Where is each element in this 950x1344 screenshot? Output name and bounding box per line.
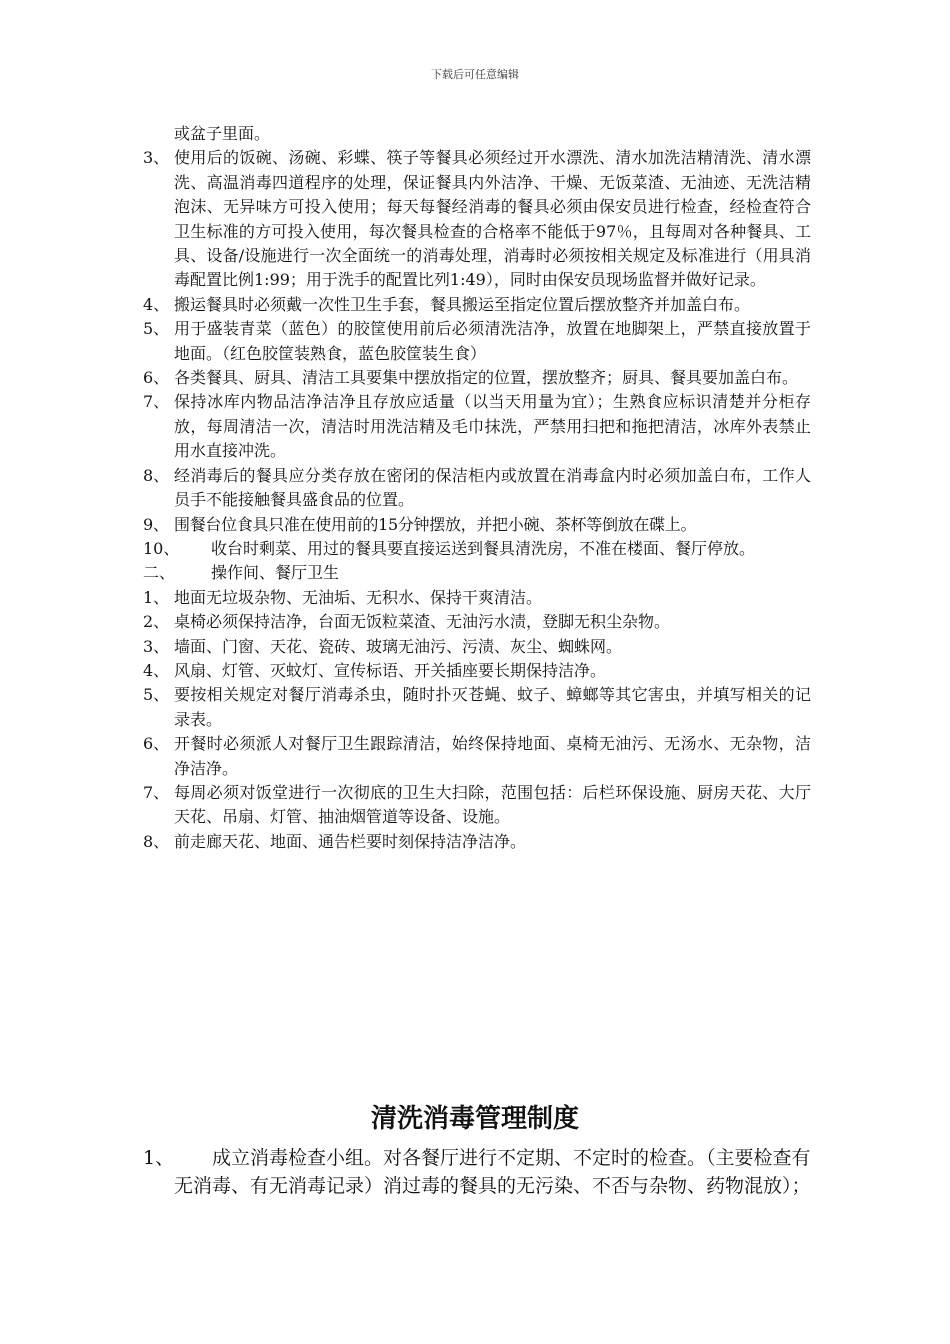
list-number: 1、: [143, 587, 170, 607]
continuation-text: 或盆子里面。: [174, 124, 271, 143]
list-number: 3、: [143, 148, 170, 168]
list-text: 前走廊天花、地面、通告栏要时刻保持洁净洁净。: [174, 831, 527, 851]
list-number: 8、: [143, 465, 170, 485]
list-number: 9、: [143, 514, 169, 534]
list-item: [143, 732, 811, 781]
list-text: 要按相关规定对餐厅消毒杀虫，随时扑灭苍蝇、蚊子、蟑螂等其它害虫，并填写相关的记录表。: [174, 685, 811, 729]
list-text: 使用后的饭碗、汤碗、彩蝶、筷子等餐具必须经过开水漂洗、清水加洗洁精清洗、清水漂洗、高温消毒四道程序的处理，保证餐具内外洁净、干燥、无饭菜渣、无油迹、无洗洁精泡沫、无异味方可投入使用；每天每餐经消毒的餐具必须由保安员进行检查，经检查符合卫生标准的方可投入使用，每次餐具检查的合格率不能低于97％，且每周对各种餐具、工具、设备/设施进行一次全面统一的消毒处理，消毒时必须按相关规定及标准进行（用具消毒配置比例1:99；用于洗手的配置比列1:49），同时由保安员现场监督并做好记录。: [174, 148, 811, 290]
section-heading: [143, 561, 811, 585]
list-hygiene-kitchen: [143, 586, 811, 854]
list-number: 7、: [143, 392, 170, 412]
list-item: [143, 537, 811, 561]
list-item: [143, 610, 811, 634]
list-number: 7、: [143, 782, 170, 802]
list-number: 2、: [143, 612, 170, 632]
list-number: 3、: [143, 636, 170, 656]
list-number: 6、: [143, 368, 170, 388]
list-item: [143, 390, 811, 463]
list-text: 墙面、门窗、天花、瓷砖、玻璃无油污、污渍、灰尘、蜘蛛网。: [174, 636, 623, 656]
list-text: 成立消毒检查小组。对各餐厅进行不定期、不定时的检查。（主要检查有无消毒、有无消毒记录）消过毒的餐具的无污染、不否与杂物、药物混放）；: [174, 1147, 811, 1197]
list-number: 10、: [143, 538, 180, 558]
list-item: [143, 830, 811, 854]
list-item: [143, 146, 811, 292]
list-text: 搬运餐具时必须戴一次性卫生手套，餐具搬运至指定位置后摆放整齐并加盖白布。: [174, 294, 751, 314]
list-item: [143, 366, 811, 390]
list-item: [143, 586, 811, 610]
list-number: 8、: [143, 831, 170, 851]
list-item: [143, 513, 811, 537]
page-header: 下载后可任意编辑: [431, 68, 519, 81]
list-number: 4、: [143, 294, 170, 314]
document-body: [143, 122, 811, 854]
document-body-2: [143, 1144, 811, 1200]
list-text: 各类餐具、厨具、清洁工具要集中摆放指定的位置，摆放整齐；厨具、餐具要加盖白布。: [174, 368, 799, 388]
list-number: 5、: [143, 685, 170, 705]
list-text: 用于盛装青菜（蓝色）的胶筐使用前后必须清洗洁净，放置在地脚架上，严禁直接放置于地面。（红色胶筐装熟食，蓝色胶筐装生食）: [174, 319, 811, 363]
list-text: 围餐台位食具只准在使用前的15分钟摆放，并把小碗、茶杯等倒放在碟上。: [174, 514, 697, 534]
list-text: 桌椅必须保持洁净，台面无饭粒菜渣、无油污水渍，登脚无积尘杂物。: [174, 612, 671, 632]
list-hygiene-tableware: [143, 146, 811, 561]
list-item: [143, 781, 811, 830]
list-item: [143, 635, 811, 659]
section-title-heading: 清洗消毒管理制度: [370, 1104, 579, 1134]
list-item: [143, 1144, 811, 1200]
list-number: 1、: [143, 1147, 175, 1169]
list-text: 地面无垃圾杂物、无油垢、无积水、保持干爽清洁。: [174, 587, 543, 607]
list-item: [143, 659, 811, 683]
list-item: [143, 317, 811, 366]
list-text: 保持冰库内物品洁净洁净且存放应适量（以当天用量为宜）；生熟食应标识清楚并分柜存放，每周清洁一次，清洁时用洗洁精及毛巾抹洗，严禁用扫把和拖把清洁，冰库外表禁止用水直接冲洗。: [174, 392, 811, 461]
section-title: 操作间、餐厅卫生: [211, 563, 340, 583]
list-text: 每周必须对饭堂进行一次彻底的卫生大扫除，范围包括：后栏环保设施、厨房天花、大厅天花、吊扇、灯管、抽油烟管道等设备、设施。: [174, 782, 811, 827]
list-item: [143, 683, 811, 732]
list-item: [143, 464, 811, 513]
list-number: 5、: [143, 319, 170, 339]
list-text: 收台时剩菜、用过的餐具要直接运送到餐具清洗房，不准在楼面、餐厅停放。: [211, 538, 756, 558]
list-item: [143, 293, 811, 317]
list-text: 风扇、灯管、灭蚊灯、宣传标语、开关插座要长期保持洁净。: [174, 660, 607, 680]
list-text: 开餐时必须派人对餐厅卫生跟踪清洁，始终保持地面、桌椅无油污、无汤水、无杂物，洁净洁净。: [174, 734, 811, 778]
list-text: 经消毒后的餐具应分类存放在密闭的保洁柜内或放置在消毒盒内时必须加盖白布，工作人员手不能接触餐具盛食品的位置。: [174, 465, 811, 510]
list-number: 4、: [143, 660, 170, 680]
section-number: 二、: [143, 563, 176, 583]
list-number: 6、: [143, 734, 170, 754]
